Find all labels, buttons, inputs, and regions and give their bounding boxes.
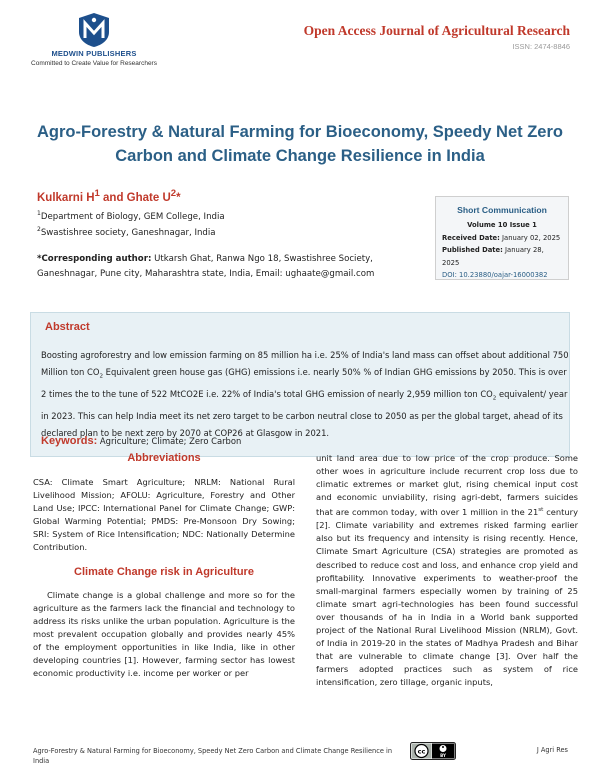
corresponding-details: Utkarsh Ghat, Ranwa Ngo 18, Swastishree Society, Ganeshnagar, Pune city, Maharashtra state, India, Email: ughaate@gmail.com [37,254,375,279]
cc-glyph: cc [417,747,426,756]
abstract-section [30,312,570,457]
corresponding-author [37,252,429,282]
body-right-column [316,452,578,689]
publisher-tagline: Committed to Create Value for Researchers [31,60,157,67]
article-title: Agro-Forestry & Natural Farming for Bioeconomy, Speedy Net Zero Carbon and Climate Change Resilience in India [37,123,563,165]
journal-title[interactable]: Open Access Journal of Agricultural Research [303,23,570,38]
article-info-box [435,196,569,280]
issn-number: ISSN: 2474-8846 [512,42,570,51]
publisher-logo [28,12,160,67]
doi-link[interactable]: DOI: 10.23880/oajar-16000382 [442,271,548,279]
climate-risk-heading: Climate Change risk in Agriculture [74,565,254,578]
corresponding-star: * [176,191,181,204]
creative-commons-icon[interactable] [410,742,456,760]
body-left-column [33,452,295,680]
keywords-values: Agriculture; Climate; Zero Carbon [97,436,242,446]
author-2: and Ghate U [99,191,171,204]
author-list [37,188,181,204]
author-2-affil-mark: 2 [170,188,177,199]
by-glyph: BY [440,753,446,758]
right-column-text: unit land area due to low price of the crop produce. Some other woes in agriculture include recurrent crop loss due to climatic extremes or market glut, rising chemical input cost and economic unviability, rising agri-debt, farmers suicides that are common today, with over 1 million in the 21st century [2]. Climate variability and extremes risked farming earlier also but its frequency and intensity is rising recently. Hence, Climate Smart Agriculture (CSA) strategies are promoted as described to reduce cost and loss, and enhance crop yield and profitability. Innovative experiments to weather-proof the small-marginal farmers especially women by training of 25 climate smart agri-technologies has been found successful over thousands of ha in India in a World bank supported project of the National Rural Livelihood Mission (NRLM), Govt. of India in 2019-20 in the states of Madhya Pradesh and Bihar that are vulnerable to climate change [3]. Over half the farmers adopted practices such as system of rice intensification, zero tillage, organic inputs, [316,453,578,688]
volume-issue: Volume 10 Issue 1 [467,221,537,229]
keywords-line [41,435,241,447]
received-date: Received Date: January 02, 2025 [442,233,561,242]
author-1: Kulkarni H [37,191,95,204]
abbreviations-heading: Abbreviations [127,452,201,464]
abbreviations-text: CSA: Climate Smart Agriculture; NRLM: National Rural Livelihood Mission; AFOLU: Agriculture, Forestry and Other Land Use; IPCC: International Panel for Climate Change; GWP: Global Warming Potential; PMDS: Pre-Monsoon Dry Sowing; SRI: System of Rice Intensification; NDC: Nationally Determine Contribution. [33,477,295,553]
corresponding-label: *Corresponding author: [37,254,152,264]
page-footer [0,740,600,776]
published-date: Published Date: January 28, 2025 [442,246,544,267]
keywords-label: Keywords: [41,435,98,447]
page-header [0,0,600,80]
author-1-affil-mark: 1 [94,188,100,199]
climate-risk-text: Climate change is a global challenge and more so for the agriculture as the farmers lack the financial and technology to address its risks unlike the urban population. Agriculture is the most prevalent occupation globally and provides nearly 45% of the employment opportunities in like India, like in other developing countries [1]. However, farming sector has lowest economic productivity i.e. income per worker or per [33,589,295,679]
affiliation-2: $^2$Swastishree society, Ganeshnagar, India [37,226,216,238]
abstract-text: Boosting agroforestry and low emission farming on 85 million ha i.e. 25% of India's land mass can offset about additional 750 Million ton $CO_2$ Equivalent green house gas (GHG) emissions i.e. nearly 50% % of Indian GHG emissions by 2050. This is over 2 times the to the tune of 522 MtCO2E i.e. 22% of India's total GHG emission of nearly 2,959 million ton $CO_2$ equivalent/ year in 2023. This can help India meet its net zero target to be carbon neutral close to 2050 as per the global target, ahead of its declared plan to be next zero by 2070 at COP26 at Glasgow in 2021. [41,350,569,439]
abstract-heading: Abstract [45,321,90,333]
affiliation-1: $^1$Department of Biology, GEM College, India [37,210,225,222]
publisher-name: MEDWIN PUBLISHERS [51,49,137,58]
medwin-shield-icon [77,12,111,48]
footer-citation: Agro-Forestry & Natural Farming for Bioeconomy, Speedy Net Zero Carbon and Climate Change Resilience in India [33,747,393,765]
footer-journal-name: J Agri Res [536,746,568,754]
article-type: Short Communication [457,205,547,215]
